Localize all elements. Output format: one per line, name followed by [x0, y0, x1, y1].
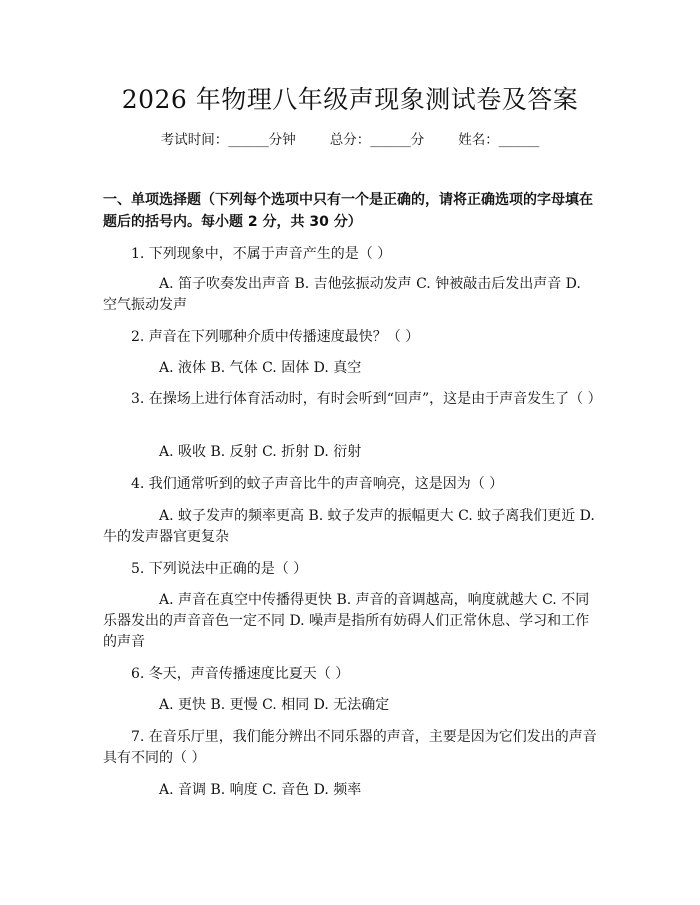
- question-stem: 5. 下列说法中正确的是（ ）: [131, 561, 308, 577]
- question-options: A. 蚊子发声的频率更高 B. 蚊子发声的振幅更大 C. 蚊子离我们更近 D. 牛的发声器官更复杂: [103, 508, 595, 545]
- student-name-label: 姓名：______: [458, 132, 540, 148]
- question-options: A. 更快 B. 更慢 C. 相同 D. 无法确定: [159, 697, 390, 713]
- total-score-label: 总分：______分: [329, 132, 425, 148]
- question-stem: 3. 在操场上进行体育活动时，有时会听到“回声”，这是由于声音发生了（ ）: [131, 391, 602, 407]
- page-title: 2026 年物理八年级声现象测试卷及答案: [121, 85, 579, 114]
- question-options: A. 音调 B. 响度 C. 音色 D. 频率: [159, 782, 362, 798]
- question-stem: 1. 下列现象中，不属于声音产生的是（ ）: [131, 246, 392, 262]
- question-stem: 7. 在音乐厅里，我们能分辨出不同乐器的声音，主要是因为它们发出的声音具有不同的（ ）: [103, 729, 597, 766]
- section-heading: 一、单项选择题（下列每个选项中只有一个是正确的，请将正确选项的字母填在题后的括号内。每小题 2 分，共 30 分）: [103, 192, 593, 230]
- question-options: A. 声音在真空中传播得更快 B. 声音的音调越高，响度就越大 C. 不同乐器发出的声音音色一定不同 D. 噪声是指所有妨碍人们正常休息、学习和工作的声音: [103, 592, 590, 650]
- question-stem: 2. 声音在下列哪种介质中传播速度最快？（ ）: [131, 329, 420, 345]
- exam-time-label: 考试时间：______分钟: [160, 132, 296, 148]
- question-stem: 6. 冬天，声音传播速度比夏天（ ）: [131, 666, 350, 682]
- question-options: A. 笛子吹奏发出声音 B. 吉他弦振动发声 C. 钟被敲击后发出声音 D. 空气振动发声: [103, 276, 581, 313]
- question-options: A. 吸收 B. 反射 C. 折射 D. 衍射: [159, 444, 362, 460]
- question-options: A. 液体 B. 气体 C. 固体 D. 真空: [159, 360, 362, 376]
- exam-meta: [0, 130, 700, 150]
- question-stem: 4. 我们通常听到的蚊子声音比牛的声音响亮，这是因为（ ）: [131, 476, 504, 492]
